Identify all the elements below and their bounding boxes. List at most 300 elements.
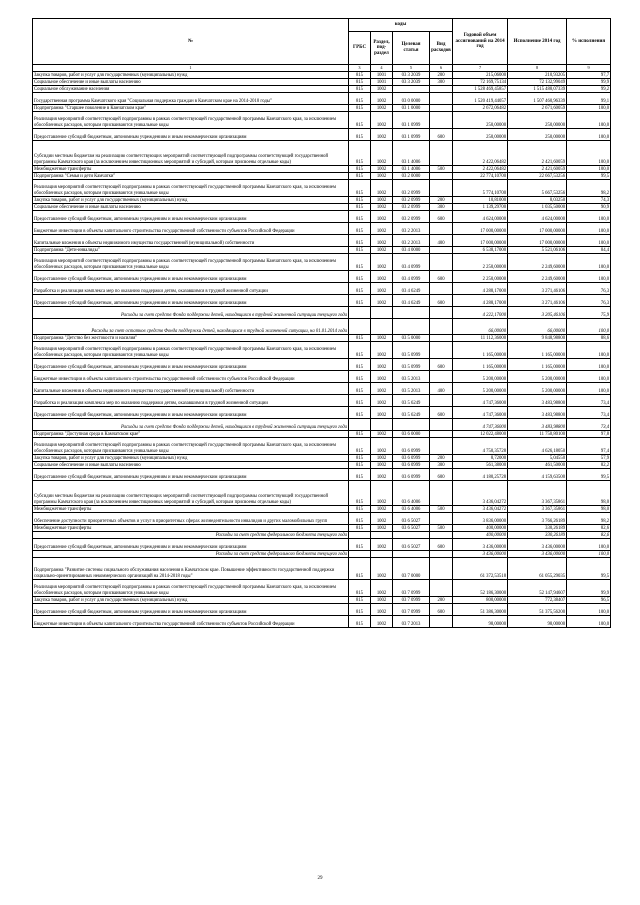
row-grbs: 815: [349, 455, 371, 462]
row-target-article: 03 1 4006: [393, 141, 430, 166]
row-razdel: [371, 532, 393, 539]
row-name: Межбюджетные трансферты: [33, 525, 349, 532]
row-name: Социальное обеспечение и иные выплаты населению: [33, 462, 349, 469]
row-plan: 400,00000: [453, 525, 508, 532]
row-expense-type: [430, 307, 453, 319]
table-row: [33, 105, 611, 112]
row-percent: 100,0: [567, 371, 611, 383]
row-name: Реализация мероприятий соответствующей подпрограммы в рамках соответствующей государственной программы Камчатского края, за исключением обособленных расходов, которым присваиваются уникальные коды: [33, 254, 349, 271]
row-target-article: 03 2 2013: [393, 235, 430, 247]
row-grbs: 815: [349, 371, 371, 383]
row-grbs: 815: [349, 204, 371, 211]
row-name: Разработка и реализация комплекса мер по оказанию поддержки детям, оказавшимся в трудной жизненной ситуации: [33, 395, 349, 407]
row-razdel: 1002: [371, 129, 393, 141]
row-plan: 2 422,06482: [453, 166, 508, 173]
row-percent: 100,0: [567, 319, 611, 335]
row-expense-type: [430, 558, 453, 580]
row-target-article: 03 7 0999: [393, 580, 430, 597]
row-expense-type: 600: [430, 407, 453, 419]
column-header-percent: % исполнения: [567, 19, 611, 65]
row-plan: 98,00000: [453, 616, 508, 628]
row-razdel: 1002: [371, 506, 393, 513]
row-percent: 97,4: [567, 438, 611, 455]
row-target-article: 03 5 0999: [393, 342, 430, 359]
row-grbs: 815: [349, 180, 371, 197]
row-plan: 2 250,00000: [453, 254, 508, 271]
row-plan: 1 520 419,44057: [453, 93, 508, 105]
row-name: Реализация мероприятий соответствующей подпрограммы в рамках соответствующей государственной программы Камчатского края, за исключением обособленных расходов, которым присваиваются уникальные коды: [33, 112, 349, 129]
row-name: Реализация мероприятий соответствующей подпрограммы в рамках соответствующей государственной программы Камчатского края, за исключением обособленных расходов, которым присваиваются уникальные коды: [33, 580, 349, 597]
row-target-article: 03 5 2013: [393, 371, 430, 383]
row-fact: 1 507 460,96339: [508, 93, 567, 105]
row-name: Закупка товаров, работ и услуг для государственных (муниципальных) нужд: [33, 455, 349, 462]
row-grbs: 815: [349, 558, 371, 580]
row-expense-type: [430, 532, 453, 539]
row-percent: 100,0: [567, 211, 611, 223]
row-target-article: 03 1 0999: [393, 129, 430, 141]
row-grbs: 815: [349, 79, 371, 86]
row-fact: 3 205,46106: [508, 307, 567, 319]
row-expense-type: 200: [430, 455, 453, 462]
row-fact: 9 848,98800: [508, 335, 567, 342]
column-index: 7: [453, 65, 508, 72]
row-plan: 2 250,00000: [453, 271, 508, 283]
table-row: [33, 455, 611, 462]
row-fact: 11 750,80100: [508, 431, 567, 438]
row-target-article: 03 2 0000: [393, 173, 430, 180]
row-name: Социальное обслуживание населения: [33, 86, 349, 93]
row-fact: 3 483,98800: [508, 419, 567, 431]
row-grbs: 815: [349, 383, 371, 395]
table-note-row: [33, 319, 611, 335]
row-target-article: 03 6 5027: [393, 525, 430, 532]
row-razdel: 1002: [371, 395, 393, 407]
row-percent: 99,9: [567, 79, 611, 86]
row-grbs: 815: [349, 235, 371, 247]
row-expense-type: [430, 438, 453, 455]
row-target-article: 03 2 0999: [393, 204, 430, 211]
row-razdel: 1002: [371, 558, 393, 580]
column-index-row: [33, 65, 611, 72]
row-razdel: 1002: [371, 271, 393, 283]
row-grbs: 815: [349, 604, 371, 616]
row-expense-type: [430, 105, 453, 112]
row-razdel: [371, 307, 393, 319]
row-target-article: 03 5 0999: [393, 359, 430, 371]
row-target-article: 03 6 0999: [393, 469, 430, 481]
row-fact: 17 000,00000: [508, 223, 567, 235]
row-expense-type: 500: [430, 166, 453, 173]
row-fact: 250,00000: [508, 129, 567, 141]
row-razdel: 1002: [371, 254, 393, 271]
row-razdel: 1002: [371, 141, 393, 166]
table-row: [33, 616, 611, 628]
row-grbs: 815: [349, 407, 371, 419]
row-razdel: 1002: [371, 371, 393, 383]
column-header-target-article: Целевая статья: [393, 32, 430, 65]
row-percent: 88,6: [567, 335, 611, 342]
row-razdel: 1002: [371, 223, 393, 235]
row-target-article: 03 7 0999: [393, 597, 430, 604]
row-percent: 82,6: [567, 532, 611, 539]
row-fact: 5 667,53256: [508, 180, 567, 197]
row-name: Подпрограмма "Семья и дети Камчатки": [33, 173, 349, 180]
row-percent: 100,0: [567, 271, 611, 283]
row-grbs: 815: [349, 580, 371, 597]
column-header-grbs: ГРБС: [349, 32, 371, 65]
row-target-article: 03 2 0999: [393, 211, 430, 223]
table-note-row: [33, 532, 611, 539]
row-expense-type: 200: [430, 197, 453, 204]
column-index: 9: [567, 65, 611, 72]
row-plan: 4 288,17000: [453, 295, 508, 307]
row-grbs: 815: [349, 481, 371, 506]
table-row: [33, 173, 611, 180]
table-row: [33, 359, 611, 371]
row-fact: 4 624,00000: [508, 211, 567, 223]
row-expense-type: [430, 419, 453, 431]
column-header-plan: Годовой объем ассигнований на 2014 год: [453, 19, 508, 65]
row-percent: 99,1: [567, 93, 611, 105]
row-expense-type: [430, 247, 453, 254]
row-expense-type: [430, 254, 453, 271]
row-grbs: 815: [349, 525, 371, 532]
row-expense-type: [430, 223, 453, 235]
row-grbs: [349, 551, 371, 558]
row-percent: 76,3: [567, 283, 611, 295]
row-plan: 8,72000: [453, 455, 508, 462]
row-target-article: 03 0 0000: [393, 93, 430, 105]
row-razdel: 1002: [371, 481, 393, 506]
row-fact: 17 000,00000: [508, 235, 567, 247]
column-index: 1: [33, 65, 349, 72]
row-target-article: 03 5 6249: [393, 395, 430, 407]
table-row: [33, 481, 611, 506]
row-name: Предоставление субсидий бюджетным, автономным учреждениям и иным некоммерческим организациям: [33, 469, 349, 481]
row-plan: 215,06000: [453, 72, 508, 79]
row-plan: 561,38000: [453, 462, 508, 469]
row-percent: 82,6: [567, 525, 611, 532]
row-name: Реализация мероприятий соответствующей подпрограммы в рамках соответствующей государственной программы Камчатского края, за исключением обособленных расходов, которым присваиваются уникальные коды: [33, 342, 349, 359]
row-grbs: 815: [349, 211, 371, 223]
row-name: Реализация мероприятий соответствующей подпрограммы в рамках соответствующей государственной программы Камчатского края, за исключением обособленных расходов, которым присваиваются уникальные коды: [33, 438, 349, 455]
row-plan: 4 222,17000: [453, 307, 508, 319]
row-target-article: 03 6 0999: [393, 462, 430, 469]
row-plan: 4 747,36000: [453, 407, 508, 419]
row-name: Расходы за счет средств федерального бюджета текущего года: [33, 551, 349, 558]
row-expense-type: 600: [430, 539, 453, 551]
row-percent: 100,0: [567, 254, 611, 271]
row-grbs: 815: [349, 105, 371, 112]
row-target-article: 03 5 2013: [393, 383, 430, 395]
row-grbs: 815: [349, 254, 371, 271]
row-fact: 3 766,26189: [508, 513, 567, 525]
table-body: [33, 72, 611, 628]
row-percent: 84,4: [567, 247, 611, 254]
row-grbs: 815: [349, 166, 371, 173]
row-percent: 98,0: [567, 481, 611, 506]
row-percent: 100,0: [567, 539, 611, 551]
row-name: Расходы за счет средств федерального бюджета текущего года: [33, 532, 349, 539]
row-name: Бюджетные инвестиции в объекты капитального строительства государственной собственности субъектов Российской Федерации: [33, 223, 349, 235]
row-target-article: [393, 419, 430, 431]
row-fact: 98,00000: [508, 616, 567, 628]
row-razdel: 1002: [371, 431, 393, 438]
row-target-article: [393, 532, 430, 539]
row-percent: 100,0: [567, 342, 611, 359]
row-name: Расходы за счет остатков средств Фонда поддержки детей, находящихся в трудной жизненной ситуации, на 01.01.2014 года: [33, 319, 349, 335]
row-expense-type: 600: [430, 604, 453, 616]
row-target-article: 03 7 2013: [393, 616, 430, 628]
row-grbs: 815: [349, 247, 371, 254]
row-name: Межбюджетные трансферты: [33, 166, 349, 173]
row-percent: 97,8: [567, 431, 611, 438]
row-fact: 51 375,56200: [508, 604, 567, 616]
row-razdel: 1002: [371, 283, 393, 295]
row-fact: 250,00000: [508, 112, 567, 129]
row-target-article: 03 2 0999: [393, 180, 430, 197]
row-grbs: [349, 319, 371, 335]
row-plan: 72 169,75134: [453, 79, 508, 86]
row-percent: 97,7: [567, 72, 611, 79]
column-index: 8: [508, 65, 567, 72]
row-grbs: 815: [349, 93, 371, 105]
row-fact: 2 421,60059: [508, 166, 567, 173]
row-razdel: 1001: [371, 72, 393, 79]
row-percent: 99,5: [567, 173, 611, 180]
row-percent: 75,9: [567, 307, 611, 319]
row-grbs: 815: [349, 295, 371, 307]
row-plan: 4 288,17000: [453, 283, 508, 295]
row-name: Подпрограмма "Старшее поколение в Камчатском крае": [33, 105, 349, 112]
row-razdel: 1002: [371, 180, 393, 197]
row-razdel: 1002: [371, 407, 393, 419]
row-percent: 99,9: [567, 580, 611, 597]
table-row: [33, 525, 611, 532]
row-name: Субсидии местным бюджетам на реализацию соответствующих мероприятий соответствующей подпрограммы соответствующей государственной программы Камчатского края (за исключением инвестиционных мероприятий и субсидий, которым присвоены отдельные коды): [33, 141, 349, 166]
row-target-article: 03 2 2013: [393, 223, 430, 235]
row-razdel: 1002: [371, 513, 393, 525]
row-grbs: 815: [349, 283, 371, 295]
row-expense-type: [430, 616, 453, 628]
row-plan: 1 139,29700: [453, 204, 508, 211]
row-name: Социальное обеспечение и иные выплаты населению: [33, 79, 349, 86]
row-razdel: [371, 551, 393, 558]
row-plan: 400,00000: [453, 532, 508, 539]
row-razdel: 1002: [371, 204, 393, 211]
table-row: [33, 204, 611, 211]
row-plan: 4 180,25728: [453, 469, 508, 481]
row-target-article: 03 6 5027: [393, 539, 430, 551]
row-plan: 51 386,30000: [453, 604, 508, 616]
row-name: Социальное обеспечение и иные выплаты населению: [33, 204, 349, 211]
row-plan: 4 750,35728: [453, 438, 508, 455]
table-row: [33, 506, 611, 513]
row-grbs: 815: [349, 462, 371, 469]
row-grbs: 815: [349, 141, 371, 166]
row-fact: 210,93205: [508, 72, 567, 79]
row-razdel: [371, 419, 393, 431]
row-expense-type: 500: [430, 525, 453, 532]
row-fact: 61 055,29035: [508, 558, 567, 580]
table-row: [33, 371, 611, 383]
row-grbs: [349, 307, 371, 319]
row-percent: 100,0: [567, 235, 611, 247]
row-name: Закупка товаров, работ и услуг для государственных (муниципальных) нужд: [33, 197, 349, 204]
row-name: Предоставление субсидий бюджетным, автономным учреждениям и иным некоммерческим организациям: [33, 359, 349, 371]
row-target-article: 03 7 0999: [393, 604, 430, 616]
table-row: [33, 254, 611, 271]
row-plan: 3 436,04272: [453, 481, 508, 506]
row-plan: 3 436,00000: [453, 539, 508, 551]
row-grbs: 815: [349, 129, 371, 141]
table-row: [33, 407, 611, 419]
row-name: Разработка и реализация комплекса мер по оказанию поддержки детям, оказавшимся в трудной жизненной ситуации: [33, 283, 349, 295]
row-plan: 12 022,48000: [453, 431, 508, 438]
row-name: Закупка товаров, работ и услуг для государственных (муниципальных) нужд: [33, 72, 349, 79]
row-name: Межбюджетные трансферты: [33, 506, 349, 513]
row-plan: 3 436,00000: [453, 551, 508, 558]
row-fact: 4 626,18050: [508, 438, 567, 455]
row-target-article: 03 6 0000: [393, 431, 430, 438]
row-fact: 2 421,60059: [508, 141, 567, 166]
row-grbs: [349, 532, 371, 539]
row-fact: 1 515 488,07339: [508, 86, 567, 93]
row-name: Государственная программа Камчатского края "Социальная поддержка граждан в Камчатском крае на 2014-2018 годы": [33, 93, 349, 105]
row-grbs: 815: [349, 197, 371, 204]
row-name: Капитальные вложения в объекты недвижимого имущества государственной (муниципальной) собственности: [33, 235, 349, 247]
row-grbs: 815: [349, 223, 371, 235]
row-name: Подпрограмма "Доступная среда в Камчатском крае": [33, 431, 349, 438]
row-expense-type: [430, 319, 453, 335]
row-target-article: 03 3 2039: [393, 72, 430, 79]
row-percent: 100,0: [567, 112, 611, 129]
table-row: [33, 539, 611, 551]
row-plan: 4 747,36000: [453, 395, 508, 407]
row-percent: 100,0: [567, 616, 611, 628]
row-grbs: 815: [349, 506, 371, 513]
row-name: Обеспечение доступности приоритетных объектов и услуг в приоритетных сферах жизнедеятельности инвалидов и других маломобильных групп: [33, 513, 349, 525]
table-row: [33, 431, 611, 438]
table-row: [33, 72, 611, 79]
table-row: [33, 141, 611, 166]
row-razdel: 1002: [371, 438, 393, 455]
row-razdel: 1002: [371, 539, 393, 551]
row-target-article: 03 6 4006: [393, 481, 430, 506]
table-row: [33, 395, 611, 407]
row-target-article: [393, 551, 430, 558]
table-row: [33, 513, 611, 525]
row-fact: 461,50000: [508, 462, 567, 469]
row-expense-type: [430, 173, 453, 180]
row-fact: 66,00000: [508, 319, 567, 335]
table-note-row: [33, 419, 611, 431]
row-grbs: 815: [349, 342, 371, 359]
row-razdel: 1002: [371, 235, 393, 247]
row-expense-type: [430, 335, 453, 342]
row-grbs: 815: [349, 616, 371, 628]
row-expense-type: [430, 342, 453, 359]
row-plan: 10,81000: [453, 197, 508, 204]
table-note-row: [33, 551, 611, 558]
row-razdel: 1002: [371, 197, 393, 204]
table-note-row: [33, 307, 611, 319]
row-plan: 17 000,00000: [453, 235, 508, 247]
row-razdel: 1002: [371, 616, 393, 628]
row-razdel: [371, 319, 393, 335]
row-fact: 52 147,94607: [508, 580, 567, 597]
row-plan: 52 186,30000: [453, 580, 508, 597]
row-target-article: 03 4 0999: [393, 254, 430, 271]
row-expense-type: 600: [430, 295, 453, 307]
row-percent: 100,0: [567, 551, 611, 558]
row-percent: 100,0: [567, 359, 611, 371]
row-percent: 73,4: [567, 407, 611, 419]
row-percent: 98,2: [567, 180, 611, 197]
table-row: [33, 469, 611, 481]
row-fact: 72 132,99049: [508, 79, 567, 86]
row-plan: 800,00000: [453, 597, 508, 604]
row-grbs: 815: [349, 431, 371, 438]
table-row: [33, 247, 611, 254]
table-row: [33, 342, 611, 359]
row-percent: 73,4: [567, 395, 611, 407]
row-expense-type: 600: [430, 469, 453, 481]
row-razdel: 1002: [371, 597, 393, 604]
row-name: Закупка товаров, работ и услуг для государственных (муниципальных) нужд: [33, 597, 349, 604]
row-expense-type: 400: [430, 383, 453, 395]
row-razdel: 1002: [371, 342, 393, 359]
row-fact: 3 367,35861: [508, 506, 567, 513]
row-target-article: 03 6 5027: [393, 513, 430, 525]
row-plan: 6 538,17000: [453, 247, 508, 254]
table-row: [33, 223, 611, 235]
row-percent: 100,0: [567, 105, 611, 112]
row-name: Субсидии местным бюджетам на реализацию соответствующих мероприятий соответствующей подпрограммы соответствующей государственной программы Камчатского края (за исключением инвестиционных мероприятий и субсидий, которым присвоены отдельные коды): [33, 481, 349, 506]
row-target-article: [393, 86, 430, 93]
column-index: 6: [430, 65, 453, 72]
row-razdel: 1002: [371, 525, 393, 532]
table-row: [33, 86, 611, 93]
row-razdel: 1002: [371, 166, 393, 173]
row-target-article: 03 4 6249: [393, 295, 430, 307]
row-razdel: 1002: [371, 335, 393, 342]
row-fact: 5 200,00000: [508, 383, 567, 395]
row-plan: 1 165,00000: [453, 359, 508, 371]
row-grbs: 815: [349, 359, 371, 371]
row-percent: 100,0: [567, 383, 611, 395]
row-percent: 96,5: [567, 597, 611, 604]
row-grbs: 815: [349, 597, 371, 604]
row-fact: 3 436,00000: [508, 551, 567, 558]
row-plan: 5 200,00000: [453, 371, 508, 383]
table-row: [33, 129, 611, 141]
column-header-number: №: [33, 19, 349, 65]
column-header-fact: Исполнение 2014 год: [508, 19, 567, 65]
row-razdel: 1002: [371, 359, 393, 371]
row-fact: 772,38407: [508, 597, 567, 604]
row-fact: 2 249,60000: [508, 271, 567, 283]
row-fact: 2 671,60059: [508, 105, 567, 112]
row-expense-type: [430, 141, 453, 166]
column-index: 4: [371, 65, 393, 72]
row-plan: 3 436,04272: [453, 506, 508, 513]
table-row: [33, 295, 611, 307]
row-expense-type: [430, 513, 453, 525]
row-expense-type: [430, 93, 453, 105]
row-target-article: 03 3 2039: [393, 79, 430, 86]
row-plan: 5 774,10700: [453, 180, 508, 197]
